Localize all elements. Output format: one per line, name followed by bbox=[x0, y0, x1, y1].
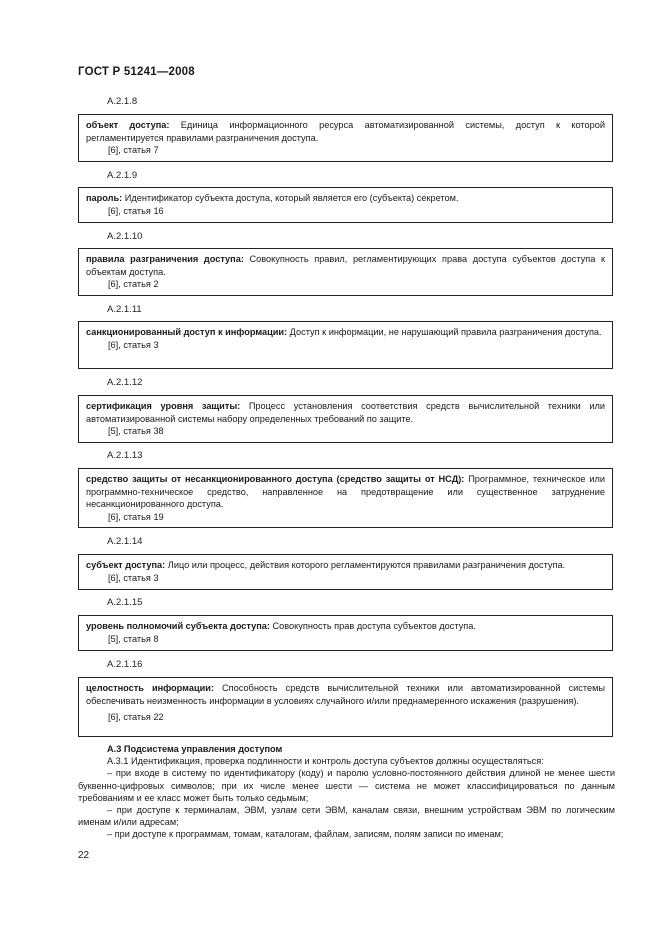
section-a3 bbox=[78, 743, 615, 841]
reference: [6], статья 3 bbox=[108, 572, 159, 583]
definition-text: Идентификатор субъекта доступа, который является его (субъекта) секретом. bbox=[122, 193, 459, 203]
paragraph: – при входе в систему по идентификатору (коду) и паролю условно-постоянного действия длиной не менее шести буквенно-цифровых символов; при их числе менее шести — система не может классифицироваться по данным требованиям и ее класс может быть только седьмым; bbox=[78, 768, 615, 803]
definition-text: Доступ к информации, не нарушающий правила разграничения доступа. bbox=[287, 327, 602, 337]
definition-text: Процесс установления соответствия средств вычислительной техники или автоматизированной системы набору определенных требований по защите. bbox=[86, 401, 605, 424]
term: санкционированный доступ к информации: bbox=[86, 327, 288, 337]
definition-text: Совокупность правил, регламентирующих права доступа субъектов доступа к объектам доступа. bbox=[86, 254, 605, 277]
term: объект доступа: bbox=[86, 120, 170, 130]
reference: [6], статья 7 bbox=[108, 145, 159, 155]
paragraph: – при доступе к терминалам, ЭВМ, узлам сети ЭВМ, каналам связи, внешним устройствам ЭВМ по логическим именам и/или адресам; bbox=[78, 805, 615, 828]
definition-box bbox=[78, 321, 613, 369]
entry-number: А.2.1.9 bbox=[107, 170, 138, 181]
entry-number: А.2.1.12 bbox=[107, 377, 143, 388]
definition-box bbox=[78, 187, 613, 223]
term: целостность информации: bbox=[86, 683, 214, 693]
definition-text: Способность средств вычислительной техники или автоматизированной системы обеспечивать неизменность информации в условиях случайного и/или преднамеренного искажения (разрушения). bbox=[86, 683, 605, 706]
definition-box bbox=[78, 248, 613, 296]
term: уровень полномочий субъекта доступа: bbox=[86, 621, 270, 631]
definition-box bbox=[78, 615, 613, 651]
page-number: 22 bbox=[78, 850, 90, 861]
section-title: А.3 Подсистема управления доступом bbox=[107, 744, 283, 754]
reference: [6], статья 2 bbox=[108, 279, 159, 289]
reference: [5], статья 8 bbox=[108, 633, 159, 644]
term: правила разграничения доступа: bbox=[86, 254, 244, 264]
paragraph: – при доступе к программам, томам, каталогам, файлам, записям, полям записи по именам; bbox=[107, 829, 504, 840]
reference: [6], статья 3 bbox=[108, 339, 159, 350]
definition-text: Совокупность прав доступа субъектов доступа. bbox=[269, 621, 476, 631]
entry-number: А.2.1.11 bbox=[107, 304, 142, 315]
term: средство защиты от несанкционированного доступа (средство защиты от НСД): bbox=[86, 474, 465, 484]
document-header: ГОСТ Р 51241—2008 bbox=[78, 66, 195, 78]
definition-box bbox=[78, 468, 613, 528]
reference: [5], статья 38 bbox=[108, 426, 164, 436]
entry-number: А.2.1.15 bbox=[107, 597, 143, 608]
entry-number: А.2.1.8 bbox=[107, 96, 138, 107]
reference: [6], статья 22 bbox=[108, 712, 164, 722]
definition-box bbox=[78, 554, 613, 590]
definition-text: Лицо или процесс, действия которого регламентируются правилами разграничения доступа. bbox=[165, 560, 566, 570]
definition-box bbox=[78, 677, 613, 737]
term: сертификация уровня защиты: bbox=[86, 401, 241, 411]
term: пароль: bbox=[86, 193, 123, 203]
definition-text: Программное, техническое или программно-техническое средство, направленное на предотвращение или существенное затруднение несанкционированного доступа. bbox=[86, 474, 605, 509]
reference: [6], статья 19 bbox=[108, 511, 164, 522]
definition-box bbox=[78, 114, 613, 162]
definition-text: Единица информационного ресурса автоматизированной системы, доступ к которой регламентируется правилами разграничения доступа. bbox=[86, 120, 605, 143]
reference: [6], статья 16 bbox=[108, 205, 164, 216]
entry-number: А.2.1.14 bbox=[107, 536, 143, 547]
term: субъект доступа: bbox=[86, 560, 166, 570]
entry-number: А.2.1.13 bbox=[107, 450, 143, 461]
paragraph: А.3.1 Идентификация, проверка подлинности и контроль доступа субъектов должны осуществляться: bbox=[107, 756, 544, 767]
entry-number: А.2.1.10 bbox=[107, 231, 143, 242]
definition-box bbox=[78, 395, 613, 443]
entry-number: А.2.1.16 bbox=[107, 659, 143, 670]
